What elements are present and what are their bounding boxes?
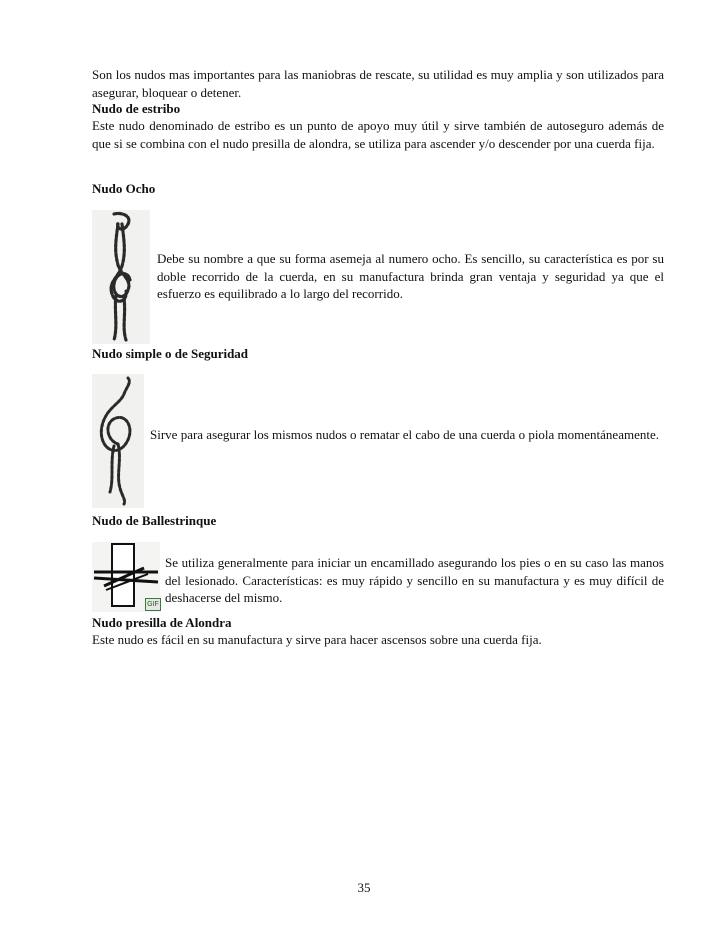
intro-paragraph: Son los nudos mas importantes para las maniobras de rescate, su utilidad es muy amplia y son utilizados para asegurar, bloquear o detener. — [92, 67, 664, 100]
gif-badge-icon: GIF — [145, 598, 161, 611]
heading-ballestrinque: Nudo de Ballestrinque — [92, 513, 217, 528]
overhand-knot-image — [92, 374, 144, 508]
paragraph-estribo: Este nudo denominado de estribo es un punto de apoyo muy útil y sirve también de autoseguro además de que si se combina con el nudo presilla de alondra, se utiliza para ascender y/o descender por una cuerda fija. — [92, 118, 664, 151]
heading-estribo: Nudo de estribo — [92, 101, 181, 116]
paragraph-ocho: Debe su nombre a que su forma asemeja al numero ocho. Es sencillo, su característica es por su doble recorrido de la cuerda, en su manufactura brinda gran ventaja y seguridad ya que el esfuerzo es equilibrado a lo largo del recorrido. — [157, 251, 664, 301]
heading-ocho: Nudo Ocho — [92, 181, 156, 196]
heading-alondra: Nudo presilla de Alondra — [92, 615, 232, 630]
paragraph-simple: Sirve para asegurar los mismos nudos o rematar el cabo de una cuerda o piola momentáneamente. — [150, 427, 659, 442]
heading-simple: Nudo simple o de Seguridad — [92, 346, 249, 361]
paragraph-ballestrinque: Se utiliza generalmente para iniciar un encamillado asegurando los pies o en su caso las manos del lesionado. Características: es muy rápido y sencillo en su manufactura y es muy difícil de deshacerse del mismo. — [165, 555, 664, 605]
paragraph-alondra: Este nudo es fácil en su manufactura y sirve para hacer ascensos sobre una cuerda fija. — [92, 632, 542, 647]
figure-eight-knot-image — [92, 210, 150, 344]
page-number: 35 — [357, 880, 371, 895]
clove-hitch-image — [92, 542, 160, 612]
